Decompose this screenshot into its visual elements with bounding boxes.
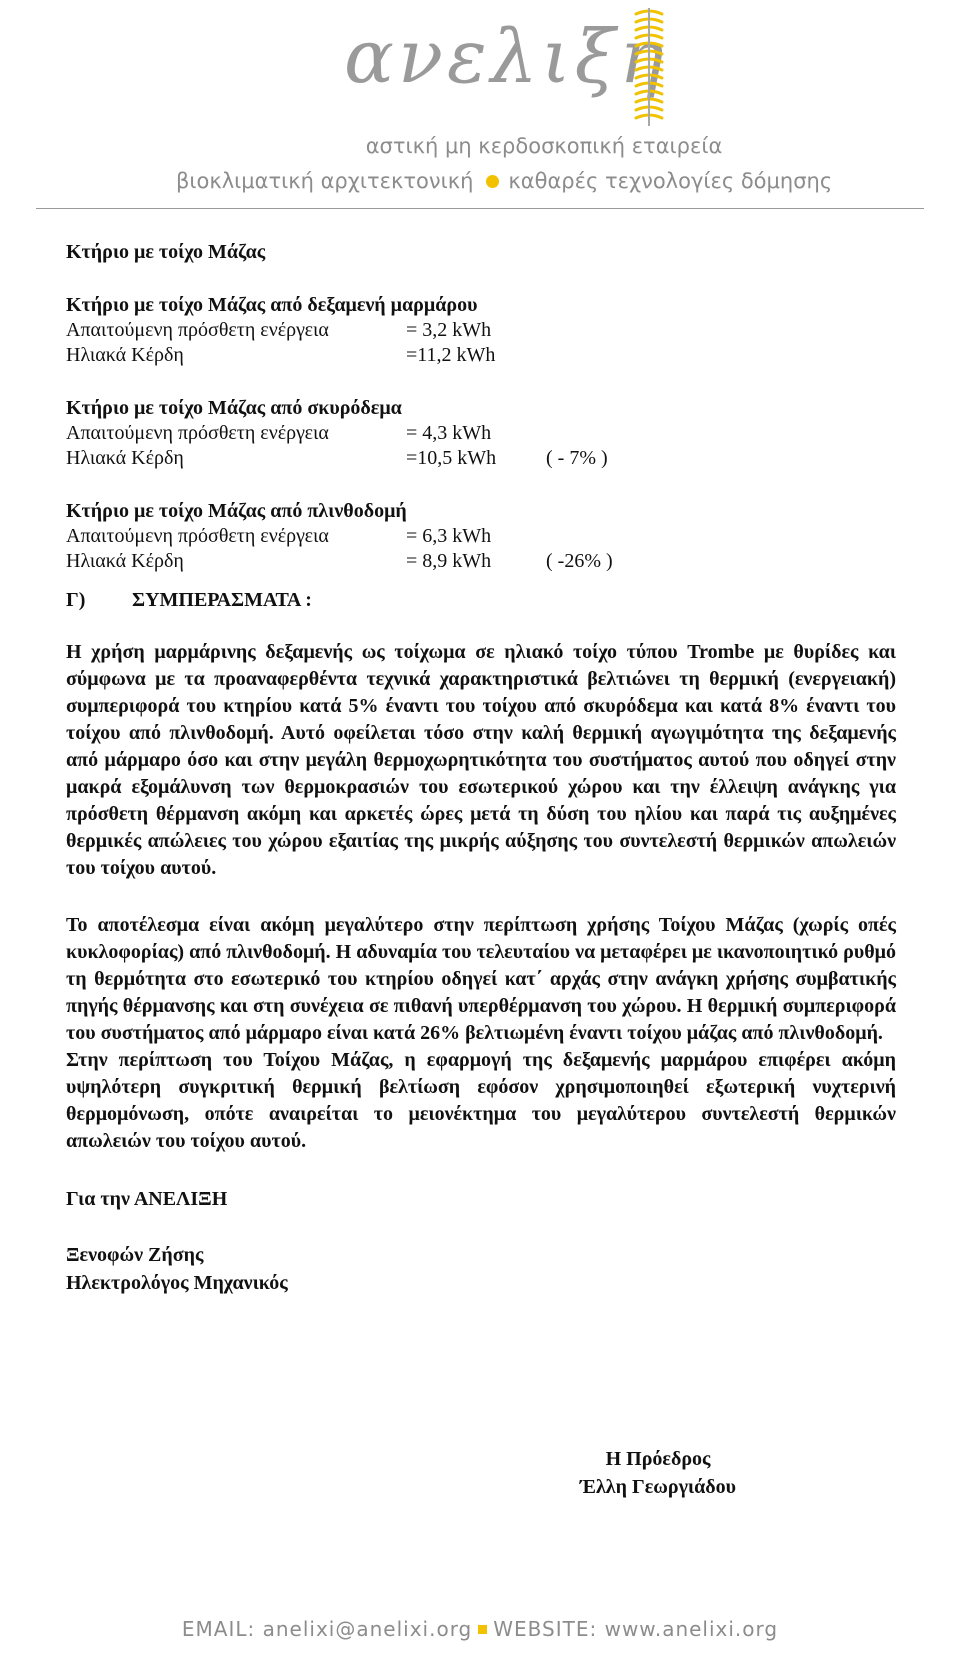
signatory-name: Ξενοφών Ζήσης [66,1244,204,1266]
tagline-line1: αστική μη κερδοσκοπική εταιρεία [365,134,723,158]
bullet-dot-icon [486,175,499,188]
solar-value: =11,2 kWh [406,344,496,366]
footer-contact [0,1617,960,1641]
tagline-right: καθαρές τεχνολογίες δόμησης [508,169,833,193]
case-brick [66,499,896,574]
difference-percent: ( - 7% ) [546,447,608,469]
case-heading: Κτήριο με τοίχο Μάζας από πλινθοδομή [66,500,407,522]
conclusion-paragraph-3: Στην περίπτωση του Τοίχου Μάζας, η εφαρμογή της δεξαμενής μαρμάρου επιφέρει ακόμη υψηλότερη συγκριτική θερμική βελτίωση εφόσον χρησιμοποιηθεί εξωτερική νυχτερινή θερμομόνωση, οπότε αναιρείται το μειονέκτημα του μεγαλύτερου συντελεστή θερμικών απωλειών του τοίχου αυτού. [66,1049,896,1152]
email-label: EMAIL: [181,1617,256,1641]
conclusions-heading [66,588,896,613]
document-title: Κτήριο με τοίχο Μάζας [66,241,266,263]
website-link[interactable]: www.anelixi.org [604,1617,779,1641]
energy-value: = 6,3 kWh [406,525,492,547]
energy-value: = 3,2 kWh [406,319,492,341]
solar-value: =10,5 kWh [406,447,497,469]
president-signature [580,1445,736,1501]
case-concrete [66,396,896,471]
email-link[interactable]: anelixi@anelixi.org [262,1617,473,1641]
president-title: Η Πρόεδρος [605,1448,711,1470]
letterhead [0,0,960,205]
case-marble [66,293,896,368]
logo-wordmark: ανελιξη [344,14,668,100]
logo-spring-icon [632,8,666,126]
tagline-left: βιοκλιματική αρχιτεκτονική [176,169,474,193]
solar-label: Ηλιακά Κέρδη [66,344,184,366]
solar-label: Ηλιακά Κέρδη [66,550,184,572]
conclusion-paragraph-1: Η χρήση μαρμάρινης δεξαμενής ως τοίχωμα σε ηλιακό τοίχο τύπου Trombe με θυρίδες και σύμφωνα με τα προαναφερθέντα τεχνικά χαρακτηριστικά βελτιώνει τη θερμική (ενεργειακή) συμπεριφορά του κτηρίου κατά 5% έναντι του τοίχου από σκυρόδεμα και κατά 8% έναντι του τοίχου από πλινθοδομή. Αυτό οφείλεται τόσο στην καλή θερμική αγωγιμότητα της δεξαμενής από μάρμαρο όσο και στην μεγάλη θερμοχωρητικότητα του συστήματος αυτού που οδηγεί στην μακρά εξομάλυνση των θερμοκρασιών του εσωτερικού χώρου και την έλλειψη ανάγκης για πρόσθετη θέρμανση ακόμη και αρκετές ώρες μετά τη δύση του ηλίου και παρά τις αυξημένες θερμικές απώλειες του χώρου εξαιτίας της μικρής αύξησης του συντελεστή θερμικών απωλειών του τοίχου αυτού. [66,641,896,879]
tagline-line2 [176,169,832,193]
website-label: WEBSITE: [493,1617,598,1641]
signature-for-line: Για την ΑΝΕΛΙΞΗ [66,1188,228,1210]
section-title: ΣΥΜΠΕΡΑΣΜΑΤΑ : [132,589,312,611]
solar-label: Ηλιακά Κέρδη [66,447,184,469]
difference-percent: ( -26% ) [546,550,613,572]
energy-label: Απαιτούμενη πρόσθετη ενέργεια [66,525,329,547]
header-divider [36,208,924,209]
energy-label: Απαιτούμενη πρόσθετη ενέργεια [66,319,329,341]
signatory-role: Ηλεκτρολόγος Μηχανικός [66,1272,288,1294]
energy-value: = 4,3 kWh [406,422,492,444]
separator-square-icon [478,1625,487,1634]
case-heading: Κτήριο με τοίχο Μάζας από δεξαμενή μαρμάρου [66,294,478,316]
energy-label: Απαιτούμενη πρόσθετη ενέργεια [66,422,329,444]
conclusion-paragraph-2: Το αποτέλεσμα είναι ακόμη μεγαλύτερο στην περίπτωση χρήσης Τοίχου Μάζας (χωρίς οπές κυκλοφορίας) από πλινθοδομή. Η αδυναμία του τελευταίου να μεταφέρει με ικανοποιητικό ρυθμό τη θερμότητα στο εσωτερικό του κτηρίου οδηγεί κατ΄ αρχάς στην ανάγκη χρήσης συμβατικής πηγής θέρμανσης και στη συνέχεια σε πιθανή υπερθέρμανση του χώρου. Η θερμική συμπεριφορά του συστήματος από μάρμαρο είναι κατά 26% βελτιωμένη έναντι τοίχου μάζας από πλινθοδομή. [66,914,896,1044]
case-heading: Κτήριο με τοίχο Μάζας από σκυρόδεμα [66,397,402,419]
document-body [66,240,896,1297]
president-name: Έλλη Γεωργιάδου [580,1476,737,1498]
section-letter: Γ) [66,589,86,611]
solar-value: = 8,9 kWh [406,550,492,572]
